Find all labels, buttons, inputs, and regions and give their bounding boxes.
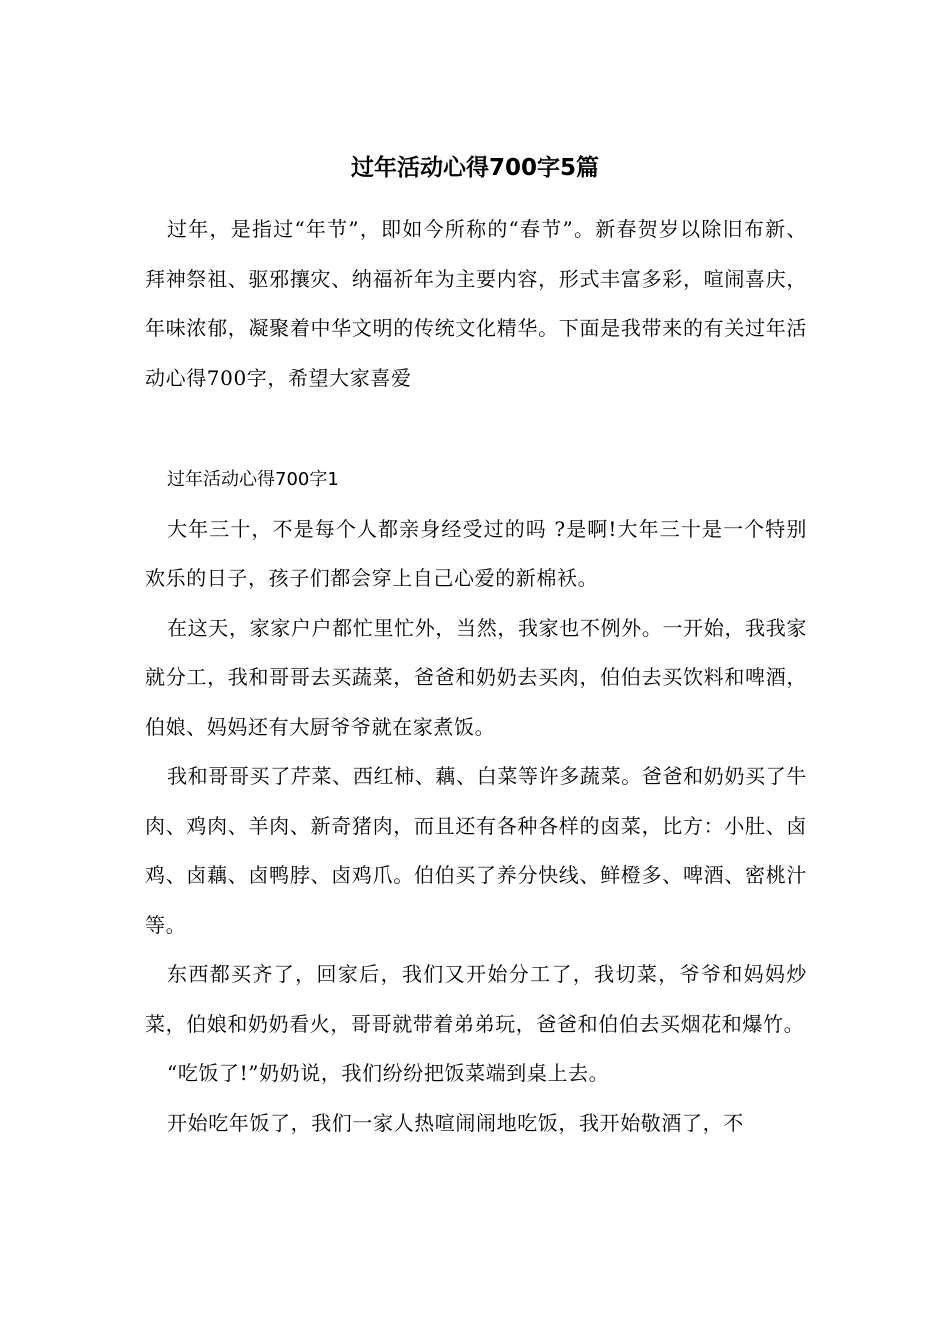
- section-spacer: [145, 403, 807, 455]
- body-paragraph: 东西都买齐了，回家后，我们又开始分工了，我切菜，爷爷和妈妈炒菜，伯娘和奶奶看火，哥哥就带着弟弟玩，爸爸和伯伯去买烟花和爆竹。: [145, 962, 807, 1036]
- document-body: [145, 205, 807, 1148]
- body-paragraph: “吃饭了!”奶奶说，我们纷纷把饭菜端到桌上去。: [167, 1061, 610, 1085]
- body-paragraph: 开始吃年饭了，我们一家人热喧闹闹地吃饭，我开始敬酒了，不: [167, 1110, 744, 1135]
- intro-paragraph: 过年，是指过“年节”，即如今所称的“春节”。新春贺岁以除旧布新、拜神祭祖、驱邪攘灾、纳福祈年为主要内容，形式丰富多彩，喧闹喜庆，年味浓郁，凝聚着中华文明的传统文化精华。下面是我带来的有关过年活动心得700字，希望大家喜爱: [145, 217, 807, 390]
- body-paragraph: 大年三十，不是每个人都亲身经受过的吗 ?是啊!大年三十是一个特别欢乐的日子，孩子们都会穿上自己心爱的新棉袄。: [145, 516, 807, 590]
- document-title: 过年活动心得700字5篇: [350, 155, 599, 181]
- section-title: 过年活动心得700字1: [167, 469, 339, 490]
- body-paragraph: 在这天，家家户户都忙里忙外，当然，我家也不例外。一开始，我我家就分工，我和哥哥去买蔬菜，爸爸和奶奶去买肉，伯伯去买饮料和啤酒，伯娘、妈妈还有大厨爷爷就在家煮饭。: [145, 615, 807, 739]
- body-paragraph: 我和哥哥买了芹菜、西红柿、藕、白菜等许多蔬菜。爸爸和奶奶买了牛肉、鸡肉、羊肉、新奇猪肉，而且还有各种各样的卤菜，比方：小肚、卤鸡、卤藕、卤鸭脖、卤鸡爪。伯伯买了养分快线、鲜橙多、啤酒、密桃汁等。: [145, 764, 807, 937]
